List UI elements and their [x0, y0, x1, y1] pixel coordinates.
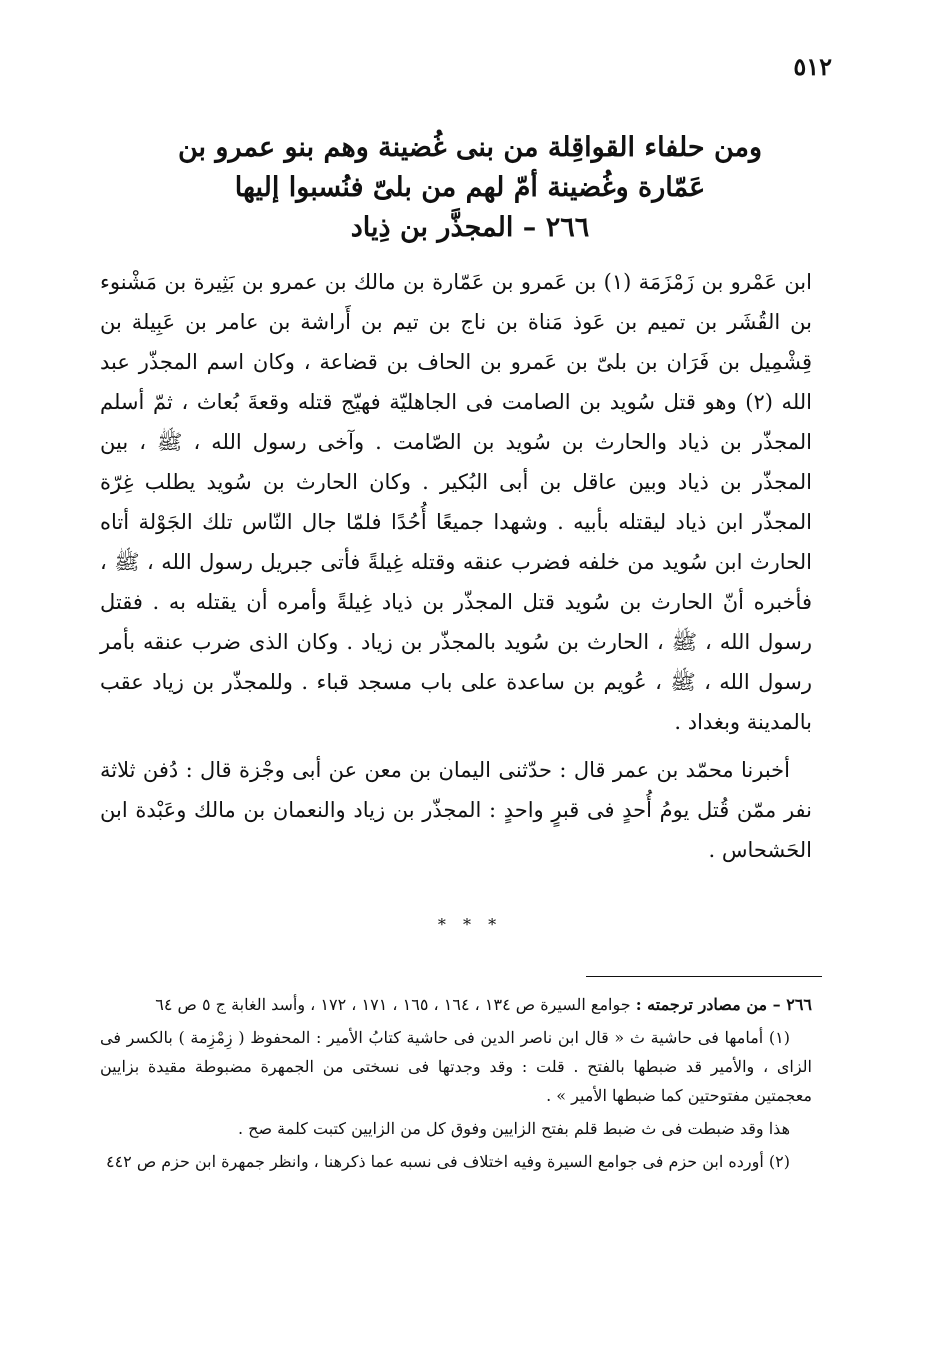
footnote-2: (٢) أورده ابن حزم فى جوامع السيرة وفيه اختلاف فى نسبه عما ذكرهنا ، وانظر جمهرة ابن حزم ص ٤٤٢: [105, 1152, 790, 1171]
chapter-heading: [150, 128, 790, 248]
footnote-sources-lead: ٢٦٦ – من مصادر ترجمته :: [635, 995, 812, 1014]
footnotes: [100, 990, 812, 1180]
paragraph-burial: أخبرنا محمّد بن عمر قال : حدّثنى اليمان بن معن عن أبى وجْزة قال : دُفن ثلاثة نفر ممّن قُتل يومُ أُحدٍ فى قبرٍ واحدٍ : المجذّر بن زياد والنعمان بن مالك وعَبْدة ابن الحَشحاس .: [100, 758, 812, 862]
footnote-1-continued: هذا وقد ضبطت فى ث ضبط قلم بفتح الزايين وفوق كل من الزايين كتبت كلمة صح .: [238, 1119, 790, 1138]
paragraph-biography: ابن عَمْرو بن زَمْزَمَة (١) بن عَمرو بن عَمّارة بن مالك بن عمرو بن بَثِيرة بن مَشْنوء بن القُشَر بن تميم بن عَوذ مَناة بن ناج بن تيم بن أَراشة بن عامر بن عَبِيلة بن قِشْمِيل بن فَرَان بن بلىّ بن عَمرو بن الحاف بن قضاعة ، وكان اسم المجذّر عبد الله (٢) وهو قتل سُويد بن الصامت فى الجاهليّة فهيّج قتله وقعةَ بُعاث ، ثمّ أسلم المجذّر بن ذياد والحارث بن سُويد بن الصّامت . وآخى رسول الله ، ﷺ ، بين المجذّر بن ذياد وبين عاقل بن أبى البُكير . وكان الحارث بن سُويد يطلب غِرّة المجذّر ابن ذياد ليقتله بأبيه . وشهدا جميعًا أُحُدًا فلمّا جال النّاس تلك الجَوْلة أتاه الحارث ابن سُويد من خلفه فضرب عنقه وقتله غِيلةً فأتى جبريل رسول الله ، ﷺ ، فأخبره أنّ الحارث بن سُويد قتل المجذّر بن ذياد غِيلةً وأمره أن يقتله به . فقتل رسول الله ، ﷺ ، الحارث بن سُويد بالمجذّر بن زياد . وكان الذى ضرب عنقه بأمر رسول الله ، ﷺ ، عُويم بن ساعدة على باب مسجد قباء . وللمجذّر بن زياد عقب بالمدينة وبغداد .: [100, 270, 813, 734]
main-text: [100, 262, 812, 870]
page-number: ٥١٢: [793, 52, 832, 81]
footnote-divider: [586, 976, 822, 977]
footnote-1: (١) أمامها فى حاشية ث « قال ابن ناصر الدين فى حاشية كتابُ الأمير : المحفوظ ( زِمْزِمة ) بالكسر فى الزاى ، والأمير قد ضبطها بالفتح . قلت : وقد وجدتها فى نسختى من الجمهرة مضبوطة مقيدة بزايين معجمتين مفتوحتين كما ضبطها الأمير » .: [100, 1028, 812, 1105]
entry-title: ٢٦٦ – المجذَّر بن ذِياد: [350, 212, 590, 243]
heading-line-2: عَمّارة وغُضينة أمّ لهم من بلىّ فنُسبوا إليها: [234, 172, 706, 203]
heading-line-1: ومن حلفاء القواقِلة من بنى غُضينة وهم بنو عمرو بن: [177, 132, 763, 163]
footnote-sources-text: جوامع السيرة ص ١٣٤ ، ١٦٤ ، ١٦٥ ، ١٧١ ، ١٧٢ ، وأسد الغابة ج ٥ ص ٦٤: [155, 995, 631, 1014]
footnote-sources: [100, 990, 812, 1019]
section-separator: * * *: [437, 915, 503, 934]
